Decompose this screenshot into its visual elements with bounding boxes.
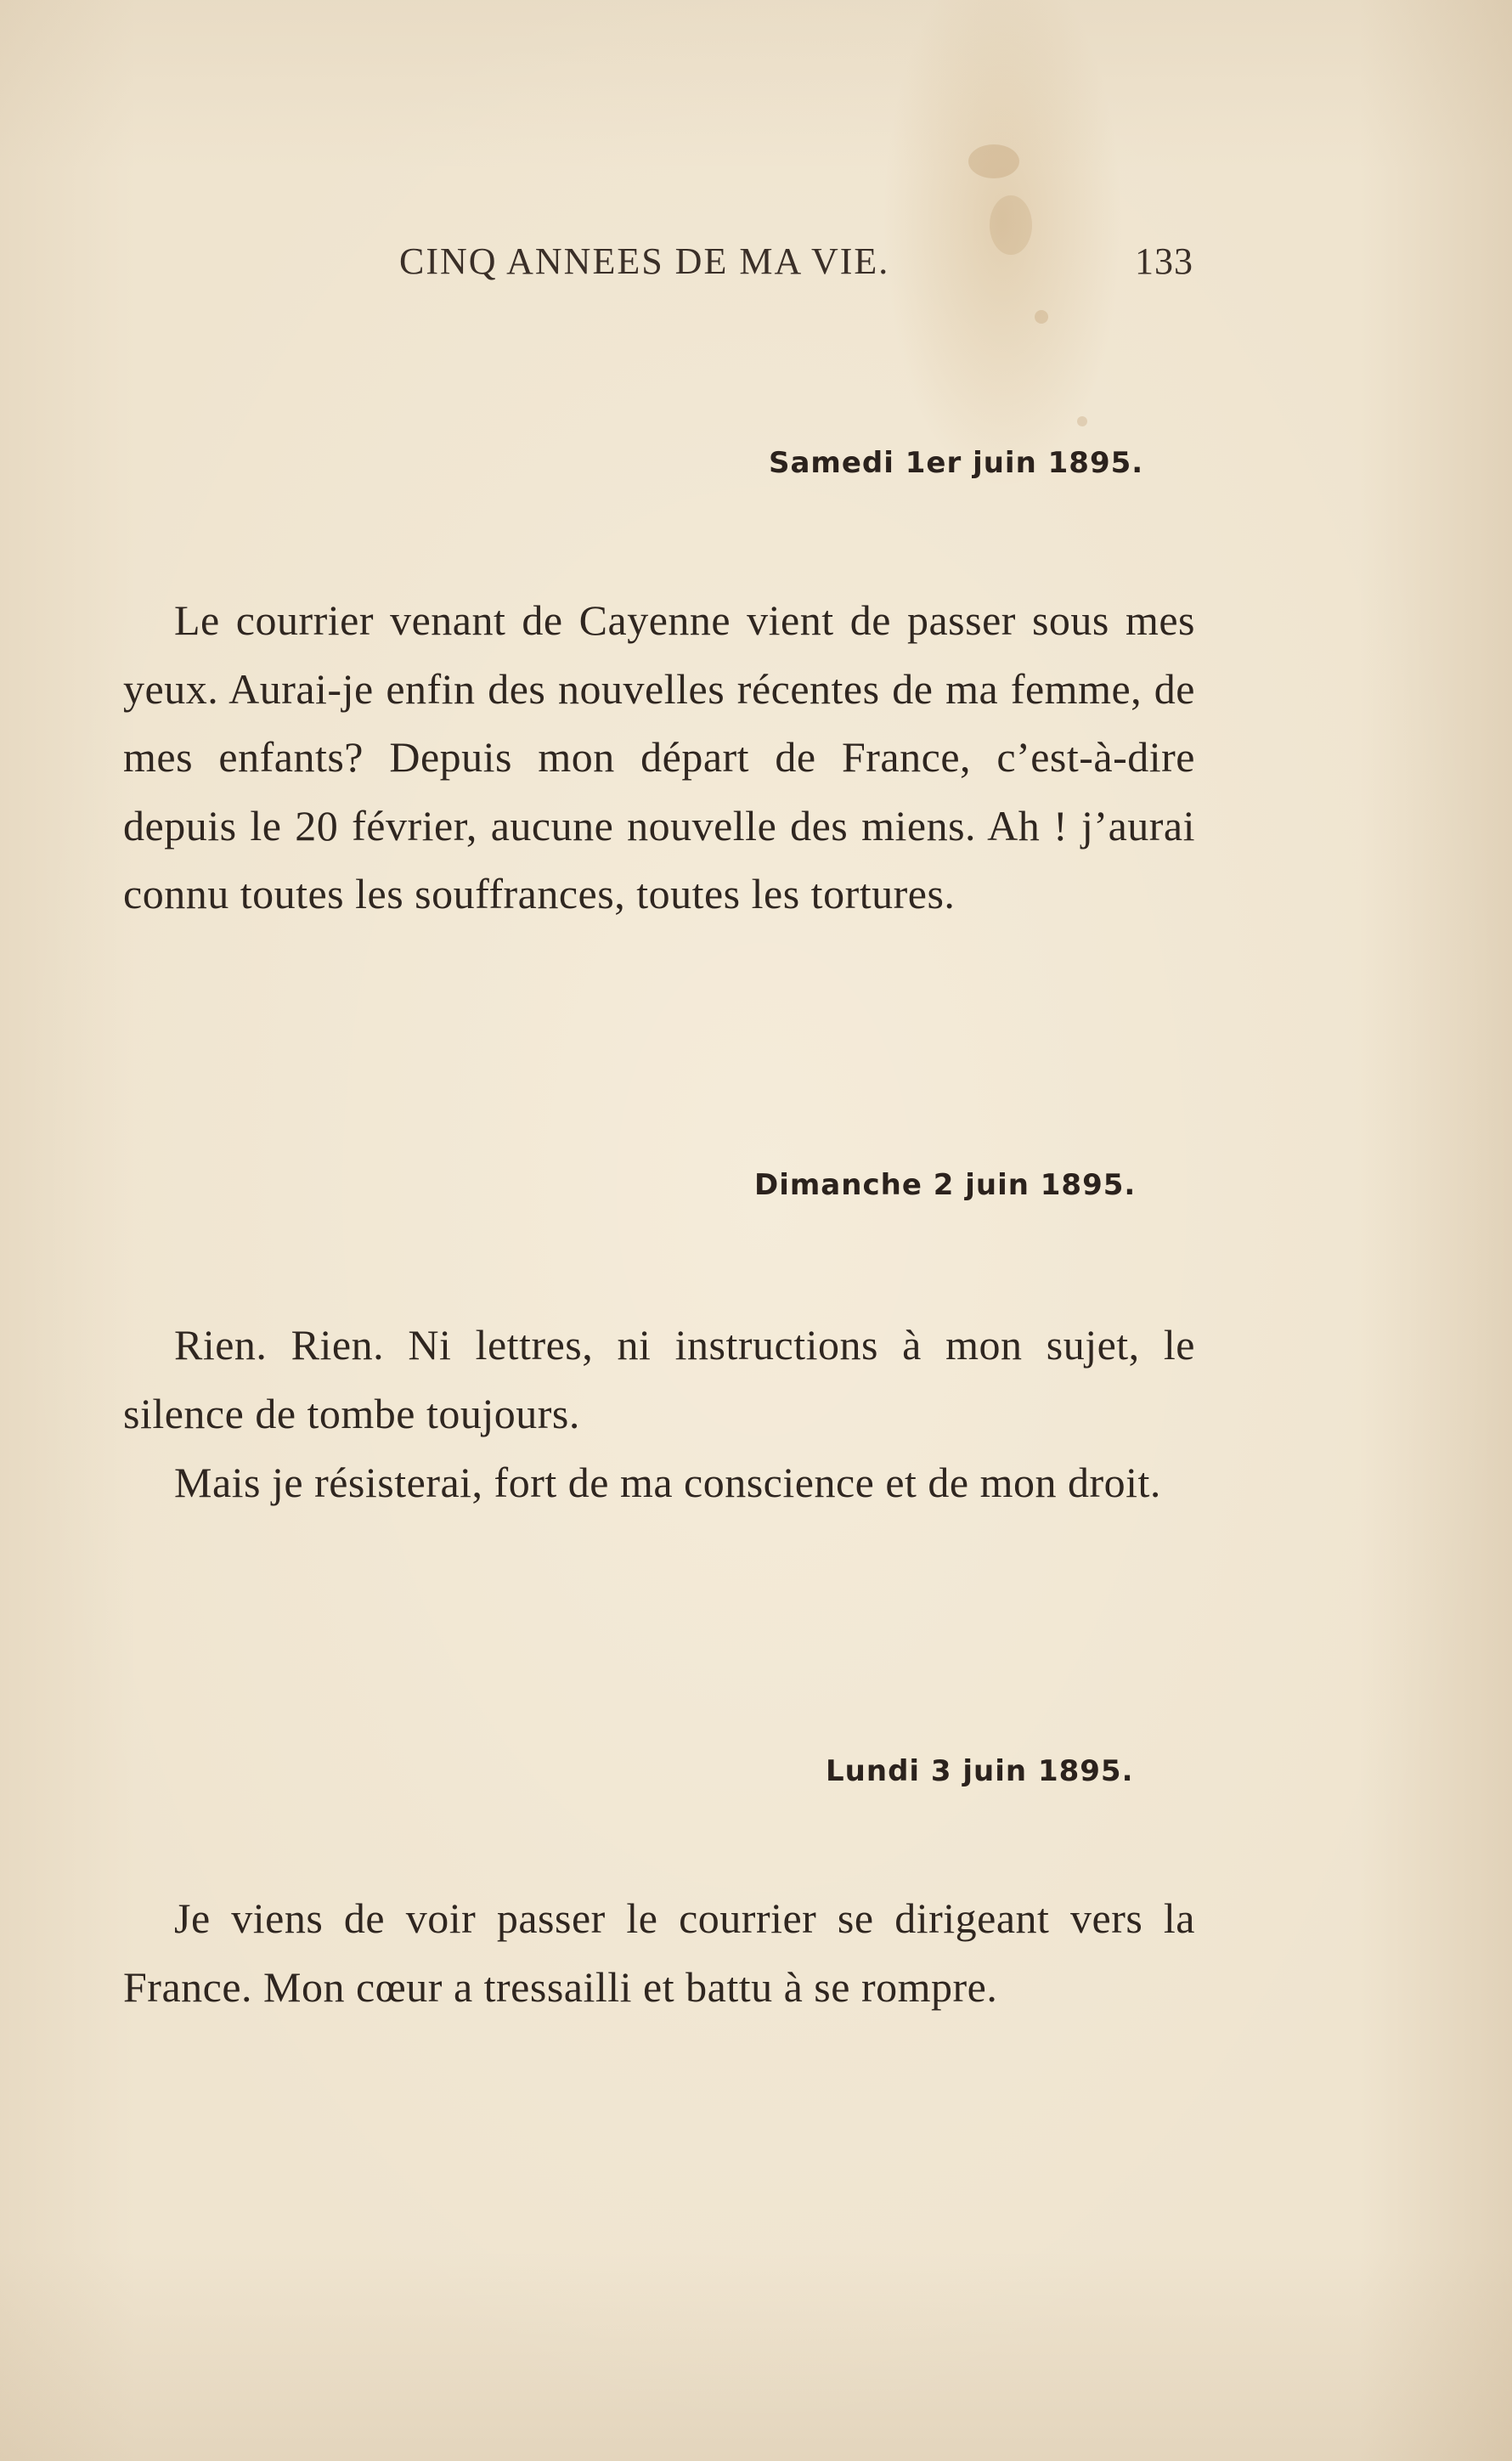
- entry-paragraph: Je viens de voir passer le courrier se dirigeant vers la France. Mon cœur a tressailli et battu à se rompre.: [123, 1894, 1195, 2011]
- entry-date: Lundi 3 juin 1895.: [826, 1754, 1134, 1788]
- paper-stain: [968, 144, 1019, 178]
- entry-date: Dimanche 2 juin 1895.: [754, 1168, 1137, 1202]
- entry-paragraph: Mais je résisterai, fort de ma conscience et de mon droit.: [174, 1459, 1161, 1506]
- entry-date: Samedi 1er juin 1895.: [769, 446, 1144, 480]
- entry-paragraph: Rien. Rien. Ni lettres, ni instructions à mon sujet, le silence de tombe toujours.: [123, 1321, 1195, 1437]
- entry-paragraph: Le courrier venant de Cayenne vient de passer sous mes yeux. Aurai-je enfin des nouvelles récentes de ma femme, de mes enfants? Depuis mon départ de France, c’est-à-dire depuis le 20 février, aucune nouvelle des miens. Ah ! j’aurai connu toutes les souffrances, toutes les tortures.: [123, 596, 1195, 917]
- paper-stain: [1035, 310, 1048, 324]
- page-number: 133: [1135, 240, 1193, 282]
- header-title: CINQ ANNEES DE MA VIE.: [399, 240, 890, 282]
- paper-stain: [1077, 416, 1087, 426]
- running-header: [399, 240, 1193, 291]
